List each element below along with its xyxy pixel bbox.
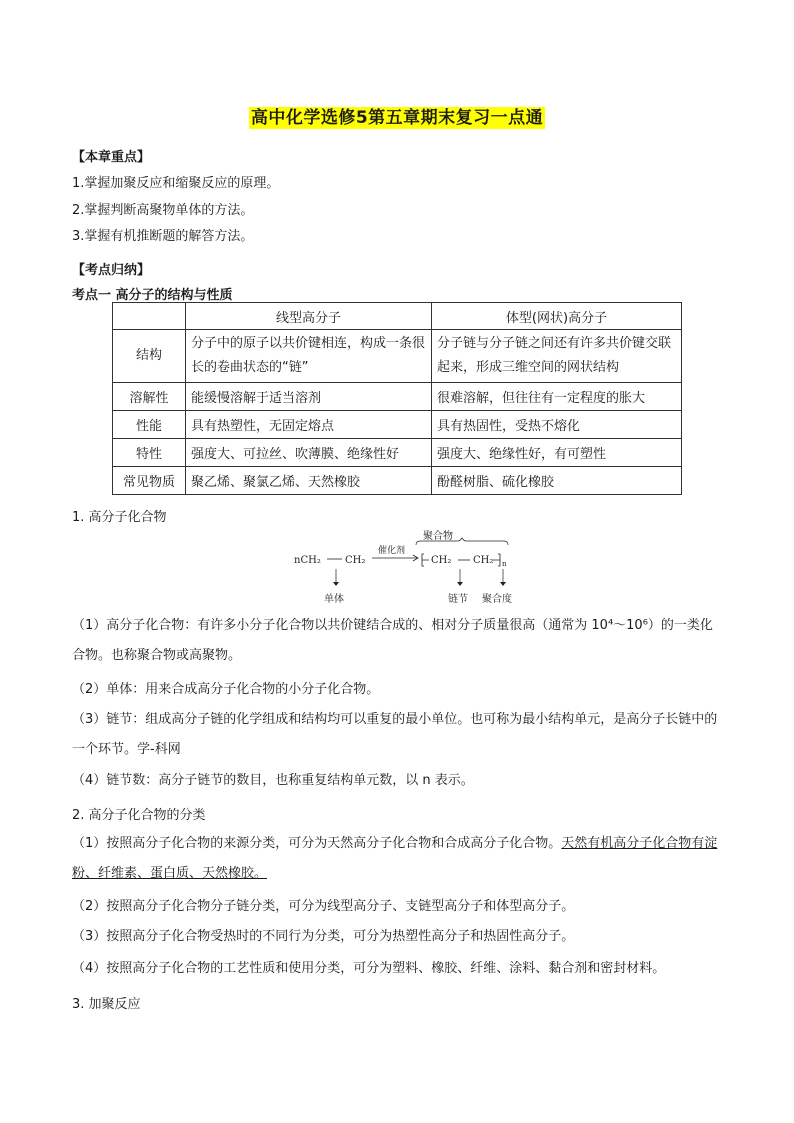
bracket-right (493, 554, 500, 566)
row-label: 常见物质 (113, 467, 186, 495)
row-label: 结构 (113, 330, 186, 383)
focus-item: 3.掌握有机推断题的解答方法。 (72, 229, 254, 244)
polymerization-diagram (290, 525, 530, 610)
table-cell: 强度大、可拉丝、吹薄膜、绝缘性好 (186, 439, 432, 467)
polymer-ch2-right: CH₂ (473, 555, 494, 566)
table-cell: 聚乙烯、聚氯乙烯、天然橡胶 (186, 467, 432, 495)
polymer-comparison-table (112, 302, 682, 495)
paragraph-text: （1）按照高分子化合物的来源分类，可分为天然高分子化合物和合成高分子化合物。 (72, 836, 562, 851)
table-header-cell (113, 303, 186, 330)
monomer-right: CH₂ (345, 555, 366, 566)
paragraph: （2）按照高分子化合物分子链分类，可分为线型高分子、支链型高分子和体型高分子。 (72, 899, 575, 914)
subsection-heading: 3. 加聚反应 (72, 997, 141, 1012)
underlined-text: 天然有机高分子化合物有淀粉、纤维素、蛋白质、天然橡胶。 (72, 836, 718, 881)
focus-item: 2.掌握判断高聚物单体的方法。 (72, 203, 254, 218)
monomer-label: 单体 (324, 594, 344, 605)
subsection-heading: 1. 高分子化合物 (72, 510, 167, 525)
table-header-cell: 体型(网状)高分子 (432, 303, 682, 330)
row-label: 溶解性 (113, 383, 186, 411)
table-header-row (113, 303, 682, 330)
paragraph: （4）按照高分子化合物的工艺性质和使用分类，可分为塑料、橡胶、纤维、涂料、黏合剂和密封材料。 (72, 961, 666, 976)
table-header-cell: 线型高分子 (186, 303, 432, 330)
paragraph: （3）按照高分子化合物受热时的不同行为分类，可分为热塑性高分子和热固性高分子。 (72, 929, 575, 944)
table-row (113, 439, 682, 467)
focus-item: 1.掌握加聚反应和缩聚反应的原理。 (72, 176, 280, 191)
table-row (113, 330, 682, 383)
degree-label: 聚合度 (482, 594, 512, 605)
table-cell: 分子中的原子以共价键相连，构成一条很长的卷曲状态的“链” (186, 330, 432, 383)
monomer-left: nCH₂ (294, 555, 321, 566)
points-heading: 【考点归纳】 (72, 263, 151, 278)
table-cell: 能缓慢溶解于适当溶剂 (186, 383, 432, 411)
table-cell: 具有热固性，受热不熔化 (432, 411, 682, 439)
paragraph (72, 829, 724, 889)
table-cell: 强度大、绝缘性好，有可塑性 (432, 439, 682, 467)
subscript-n: n (502, 560, 507, 568)
topic-heading: 考点一 高分子的结构与性质 (72, 288, 233, 303)
subsection-heading: 2. 高分子化合物的分类 (72, 808, 206, 823)
pointer-head-icon (457, 582, 463, 586)
catalyst-label: 催化剂 (378, 546, 406, 556)
paragraph: （4）链节数：高分子链节的数目，也称重复结构单元数，以 n 表示。 (72, 773, 474, 788)
polymer-label: 聚合物 (423, 531, 453, 542)
polymer-ch2-left: CH₂ (431, 555, 452, 566)
bracket-left (422, 554, 429, 566)
pointer-head-icon (500, 582, 506, 586)
focus-heading: 【本章重点】 (72, 150, 151, 165)
document-title: 高中化学选修5第五章期末复习一点通 (250, 108, 544, 128)
table-row (113, 467, 682, 495)
table-row (113, 383, 682, 411)
row-label: 性能 (113, 411, 186, 439)
pointer-head-icon (333, 582, 339, 586)
table-cell: 具有热塑性，无固定熔点 (186, 411, 432, 439)
table-cell: 很难溶解，但往往有一定程度的胀大 (432, 383, 682, 411)
table-cell: 酚醛树脂、硫化橡胶 (432, 467, 682, 495)
paragraph: （2）单体：用来合成高分子化合物的小分子化合物。 (72, 682, 380, 697)
paragraph: （3）链节：组成高分子链的化学组成和结构均可以重复的最小单位。也可称为最小结构单元，是高分子长链中的一个环节。学-科网 (72, 712, 718, 757)
chain-label: 链节 (448, 594, 468, 605)
table-row (113, 411, 682, 439)
table-cell: 分子链与分子链之间还有许多共价键交联起来，形成三维空间的网状结构 (432, 330, 682, 383)
row-label: 特性 (113, 439, 186, 467)
paragraph: （1）高分子化合物：有许多小分子化合物以共价键结合成的、相对分子质量很高（通常为 10⁴～10⁶）的一类化合物。也称聚合物或高聚物。 (72, 618, 713, 663)
